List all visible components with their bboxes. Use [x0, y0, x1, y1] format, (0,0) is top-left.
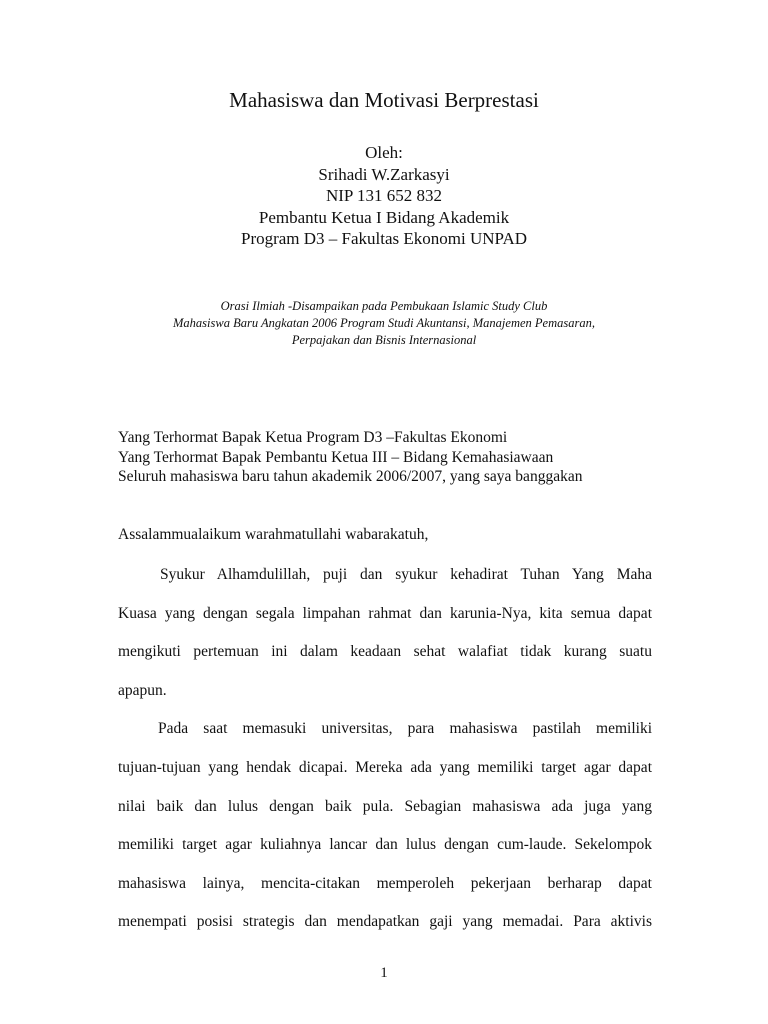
paragraph-line: mengikuti pertemuan ini dalam keadaan sehat walafiat tidak kurang suatu — [118, 643, 652, 661]
author-name: Srihadi W.Zarkasyi — [318, 164, 450, 184]
paragraph-line: mahasiswa lainya, mencita-citakan memperoleh pekerjaan berharap dapat — [118, 874, 652, 892]
salutation-line: Yang Terhormat Bapak Pembantu Ketua III – Bidang Kemahasiawaan — [118, 448, 554, 466]
author-nip: NIP 131 652 832 — [325, 186, 442, 205]
paragraph-line: nilai baik dan lulus dengan baik pula. Sebagian mahasiswa ada juga yang — [118, 797, 652, 815]
document-title: Mahasiswa dan Motivasi Berprestasi — [229, 88, 539, 112]
salutation-line: Yang Terhormat Bapak Ketua Program D3 –Fakultas Ekonomi — [118, 429, 508, 446]
body-text — [118, 563, 652, 949]
paragraph-line: menempati posisi strategis dan mendapatkan gaji yang memadai. Para aktivis — [118, 913, 652, 931]
page-number: 1 — [380, 965, 388, 981]
author-block — [0, 142, 768, 250]
paragraph-line: apapun. — [118, 681, 167, 699]
author-position: Pembantu Ketua I Bidang Akademik — [258, 207, 510, 227]
salutation-line: Seluruh mahasiswa baru tahun akademik 2006/2007, yang saya banggakan — [118, 468, 583, 485]
author-institution: Program D3 – Fakultas Ekonomi UNPAD — [240, 229, 527, 248]
paragraph-line: Kuasa yang dengan segala limpahan rahmat dan karunia-Nya, kita semua dapat — [118, 604, 652, 622]
salutation-block — [118, 428, 582, 487]
oration-line: Orasi Ilmiah -Disampaikan pada Pembukaan Islamic Study Club — [220, 299, 548, 313]
greeting: Assalammualaikum warahmatullahi wabarakatuh, — [118, 526, 429, 543]
paragraph-line: Syukur Alhamdulillah, puji dan syukur kehadirat Tuhan Yang Maha — [160, 566, 652, 583]
paragraph-line: memiliki target agar kuliahnya lancar dan lulus dengan cum-laude. Sekelompok — [118, 836, 652, 854]
oration-line: Perpajakan dan Bisnis Internasional — [291, 333, 477, 347]
oration-line: Mahasiswa Baru Angkatan 2006 Program Studi Akuntansi, Manajemen Pemasaran, — [173, 316, 595, 330]
byline-label: Oleh: — [365, 143, 403, 162]
paragraph-line: tujuan-tujuan yang hendak dicapai. Mereka ada yang memiliki target agar dapat — [118, 758, 652, 776]
paragraph-line: Pada saat memasuki universitas, para mahasiswa pastilah memiliki — [158, 720, 652, 738]
oration-note — [0, 298, 768, 349]
